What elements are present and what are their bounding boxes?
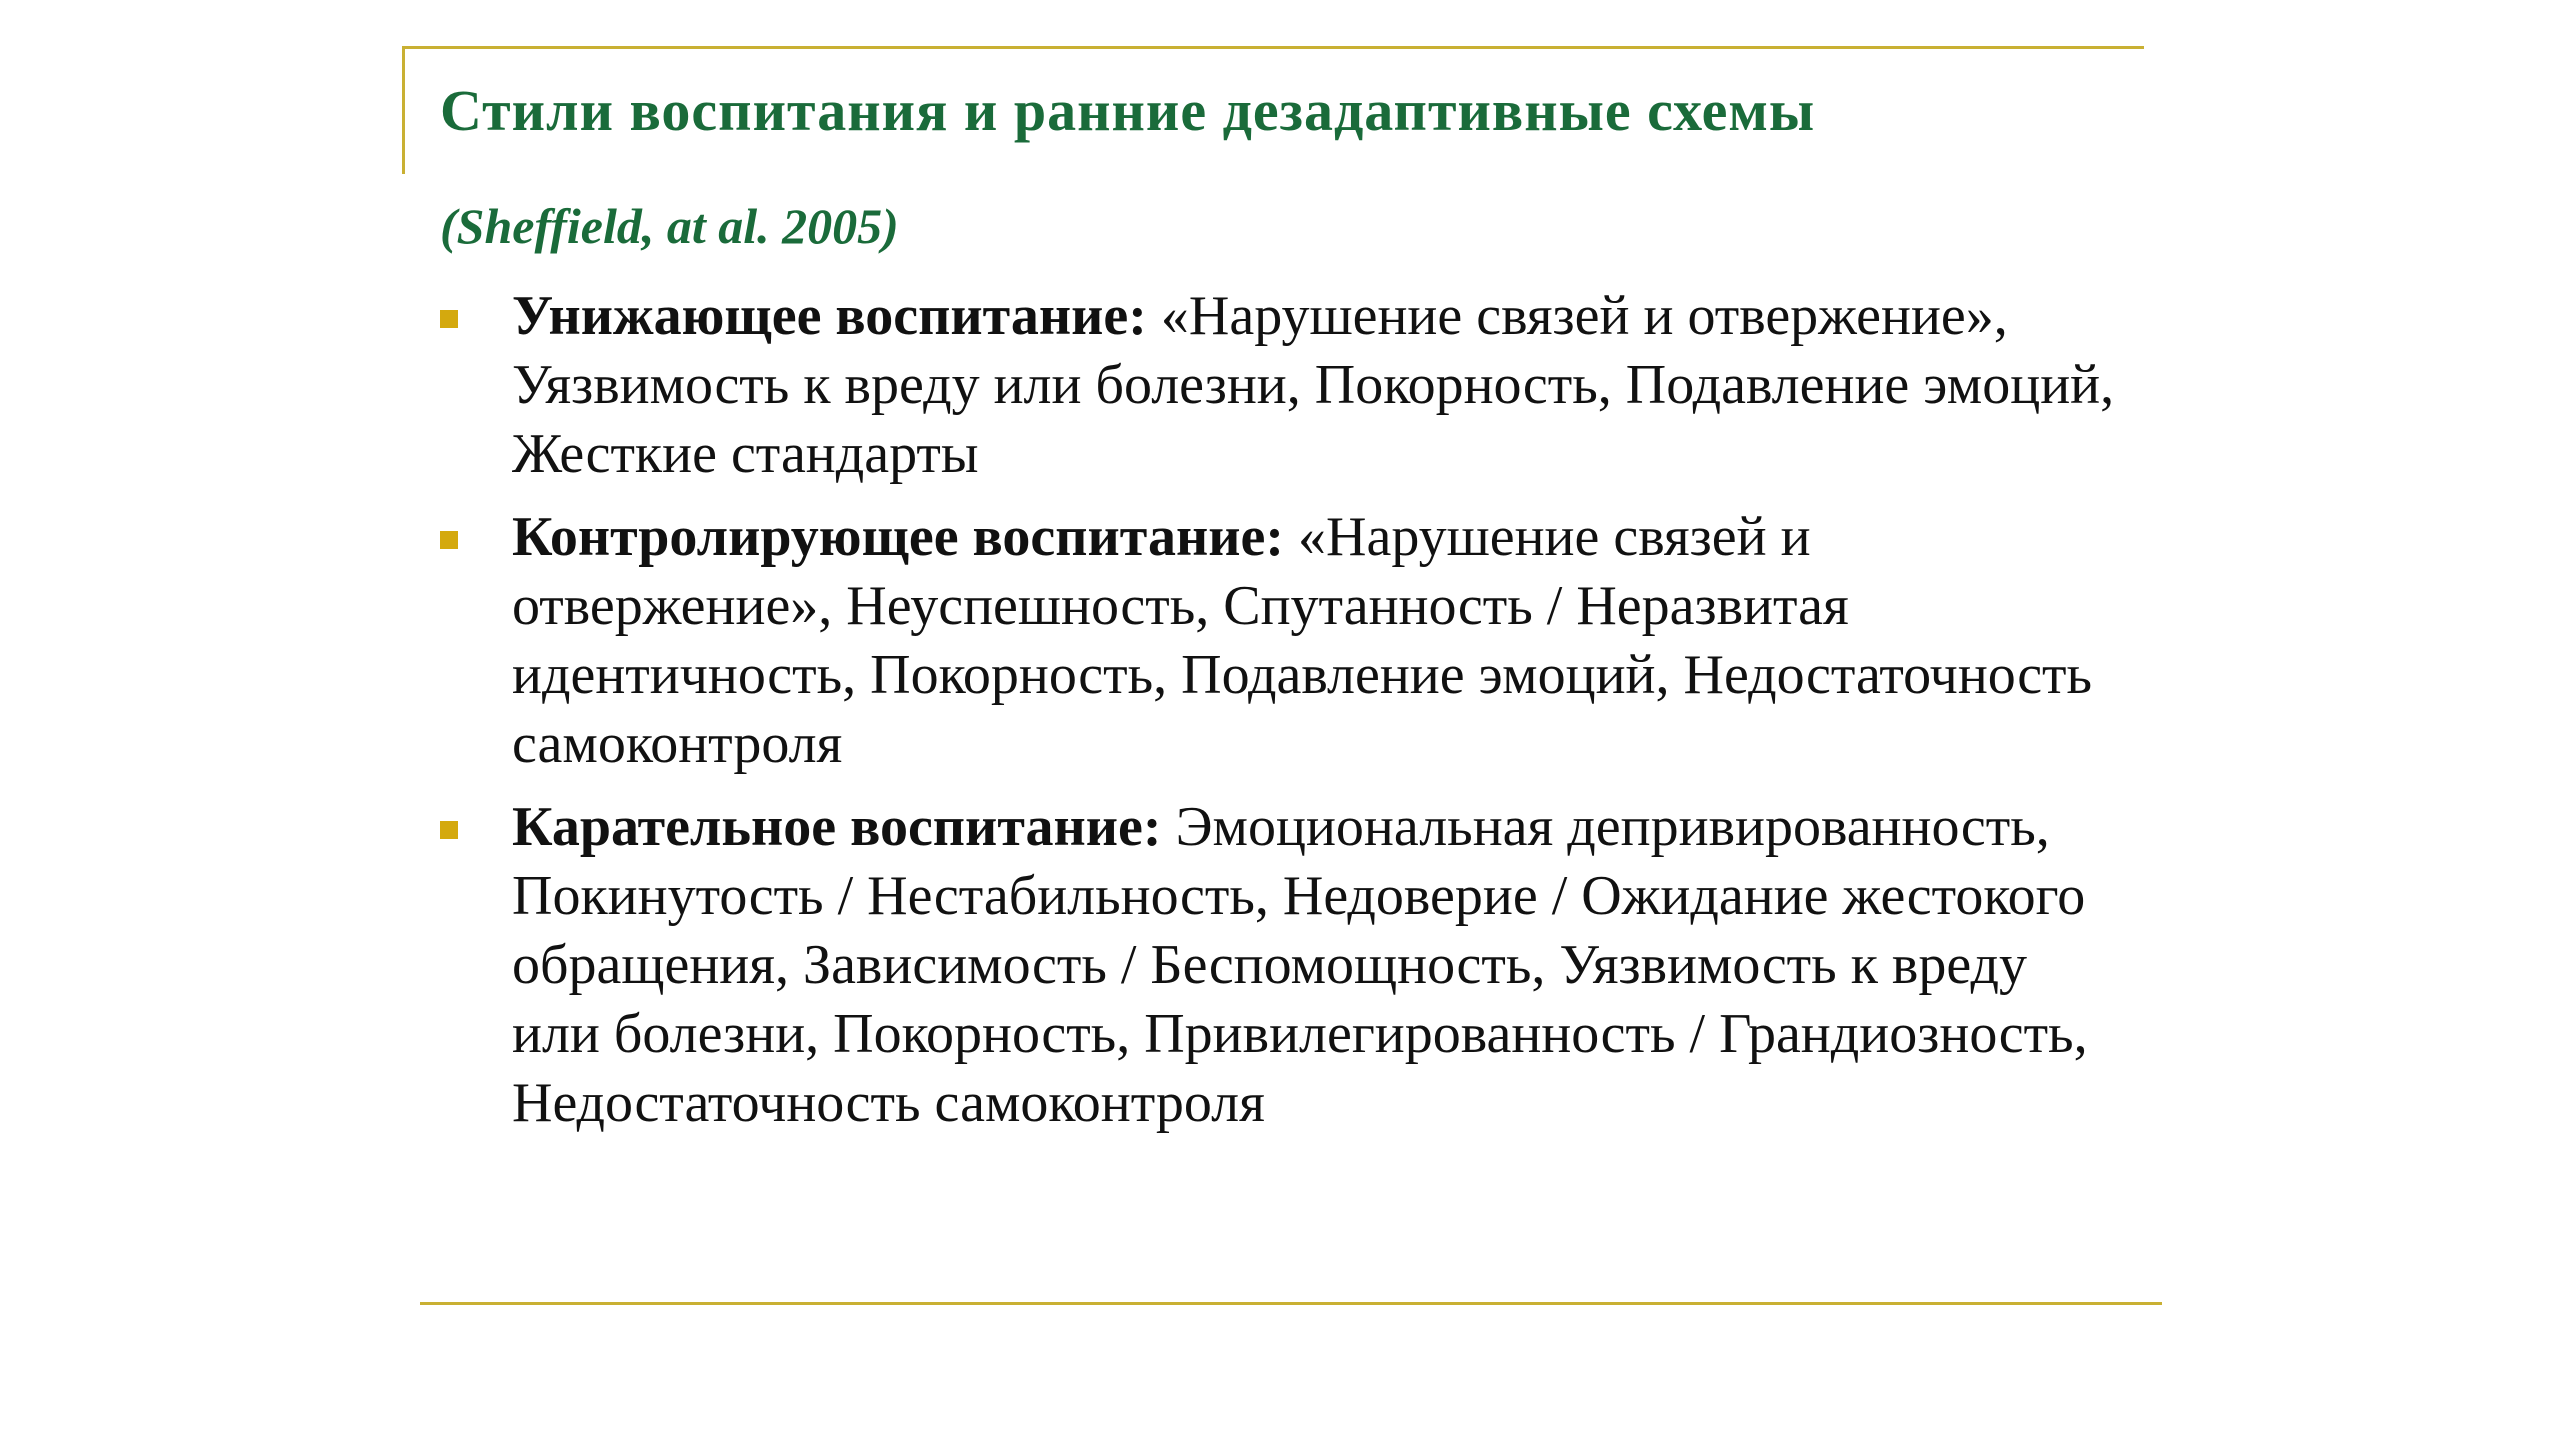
bullet-text: Эмоциональная депривированность, Покинутость / Нестабильность, Недоверие / Ожидание жестокого обращения, Зависимость / Беспомощность, Уязвимость к вреду или болезни, Покорность, Привилегированность / Грандиозность, Недостаточность самоконтроля [512,796,2088,1134]
top-divider [402,46,2144,49]
slide-subtitle: (Sheffield, at al. 2005) [440,198,899,254]
bullet-heading: Контролирующее воспитание: [512,506,1285,568]
bottom-divider [420,1302,2162,1305]
bullet-text: «Нарушение связей и отвержение», Неуспешность, Спутанность / Неразвитая идентичность, Покорность, Подавление эмоций, Недостаточность самоконтроля [512,506,2093,775]
bullet-heading: Унижающее воспитание: [512,285,1147,347]
bullet-text: «Нарушение связей и отвержение», Уязвимость к вреду или болезни, Покорность, Подавление эмоций, Жесткие стандарты [512,285,2115,485]
slide-title: Стили воспитания и ранние дезадаптивные схемы [440,78,1816,143]
bullet-list [440,282,2120,1152]
bullet-item [440,503,2120,779]
left-divider [402,46,405,174]
square-bullet-icon [440,821,458,839]
square-bullet-icon [440,310,458,328]
bullet-item [440,793,2120,1138]
bullet-item [440,282,2120,489]
square-bullet-icon [440,531,458,549]
bullet-heading: Карательное воспитание: [512,796,1162,858]
